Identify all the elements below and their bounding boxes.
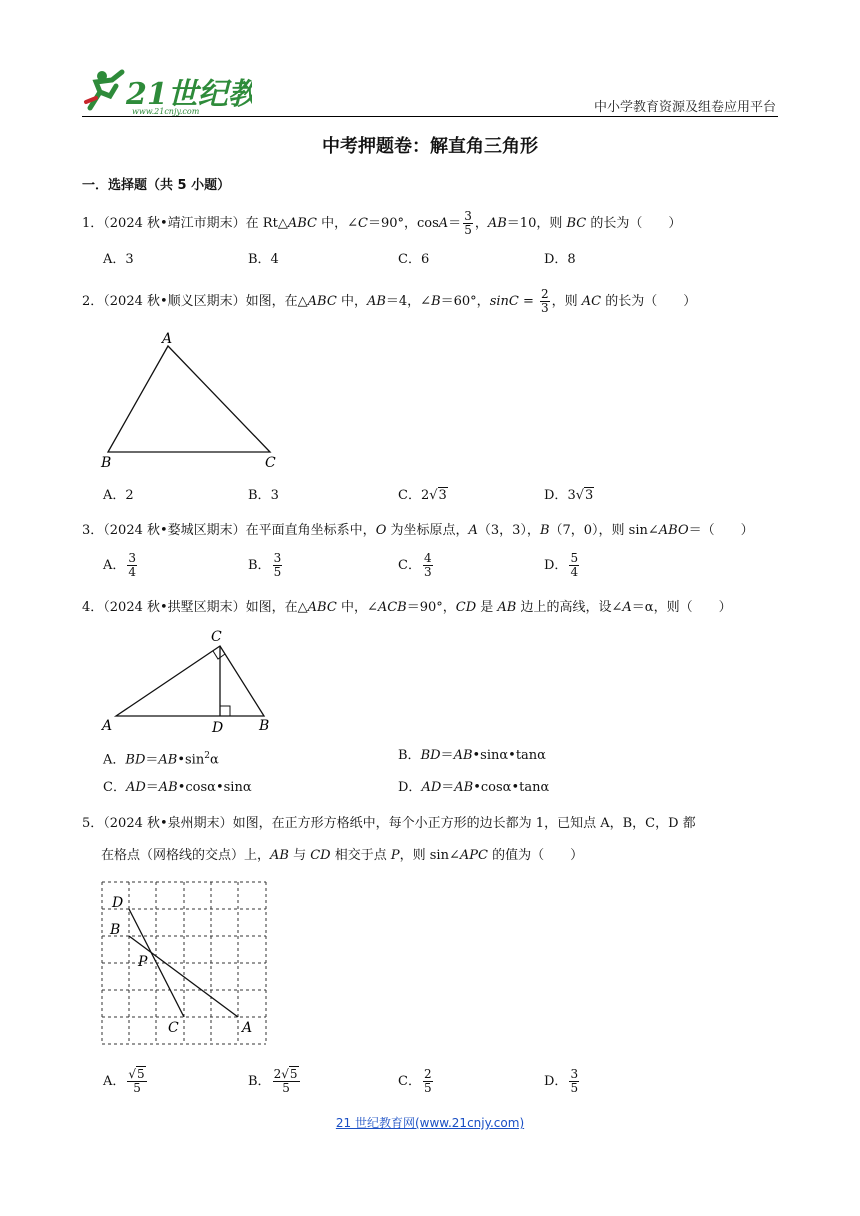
triangle-abc-figure [98,330,288,472]
section-heading: 一．选择题（共 5 小题） [82,178,231,193]
q3-option-c: C． $\frac{4}{3}$ [398,551,432,579]
label-b: B [101,455,112,471]
question-1: 1．（2024 秋•靖江市期末）在 Rt△ABC 中，∠C＝90°，cosA＝ $\frac{3}{5}$ ，AB＝10，则 BC 的长为（ ） [82,209,682,237]
question-5: 5．（2024 秋•泉州期末）如图，在正方形方格纸中，每个小正方形的边长都为 1，已知点 A，B，C，D 都 [82,816,696,831]
q4-option-b: B．BD＝AB•sinα•tanα [398,748,546,763]
q5-option-c: C． $\frac{2}{5}$ [398,1067,432,1095]
fraction: $\frac{3}{5}$ [464,209,472,237]
label-d: D [212,720,224,736]
q2-option-c: C．2√3 [398,488,447,503]
platform-name: 中小学教育资源及组卷应用平台 [593,100,776,115]
label-c: C [168,1020,179,1036]
q1-option-c: C．6 [398,252,430,267]
page-title: 中考押题卷：解直角三角形 [322,136,538,157]
q3-option-d: D． $\frac{5}{4}$ [544,551,579,579]
q1-option-d: D．8 [544,252,576,267]
label-a: A [102,718,113,734]
q1-option-b: B．4 [248,252,279,267]
q4-option-d: D．AD＝AB•cosα•tanα [398,780,550,795]
label-a: A [162,331,173,347]
question-2: 2．（2024 秋•顺义区期末）如图，在△ABC 中，AB＝4，∠B＝60°，sinC = $\frac{2}{3}$ ，则 AC 的长为（ ） [82,287,697,315]
question-4: 4．（2024 秋•拱墅区期末）如图，在△ABC 中，∠ACB＝90°，CD 是 AB 边上的高线，设∠A＝α，则（ ） [82,600,732,615]
label-b: B [259,718,270,734]
question-5-line2: 在格点（网格线的交点）上，AB 与 CD 相交于点 P，则 sin∠APC 的值为（ ） [101,848,584,863]
question-3: 3．（2024 秋•婺城区期末）在平面直角坐标系中，O 为坐标原点，A（3，3），B（7，0），则 sin∠ABO＝（ ） [82,523,754,538]
label-c: C [211,629,222,645]
grid-figure [98,878,270,1046]
label-a: A [242,1020,253,1036]
q2-option-d: D．3√3 [544,488,594,503]
logo-url: www.21cnjy.com [132,107,200,116]
site-logo [82,68,252,116]
logo-text: 21世纪 [126,77,228,112]
q3-option-a: A． $\frac{3}{4}$ [103,551,137,579]
header-divider [82,116,778,117]
label-c: C [265,455,276,471]
label-p: P [138,954,148,970]
q5-option-d: D． $\frac{3}{5}$ [544,1067,579,1095]
q4-option-c: C．AD＝AB•cosα•sinα [103,780,252,795]
label-b: B [110,922,121,938]
q2-option-a: A．2 [103,488,134,503]
footer-link[interactable]: 21 世纪教育网(www.21cnjy.com) [335,1116,525,1130]
q3-option-b: B． $\frac{3}{5}$ [248,551,282,579]
q4-option-a: A．$BD=AB•\sin^2\alpha$ [103,751,219,768]
q5-option-b: B． $\frac{2√5}{5}$ [248,1067,298,1095]
q1-option-a: A．3 [103,252,134,267]
q2-option-b: B．3 [248,488,279,503]
label-d: D [112,895,124,911]
q5-option-a: A． $\frac{√5}{5}$ [103,1067,145,1095]
right-triangle-cd-figure [100,626,274,738]
runner-logo-icon [82,68,252,116]
